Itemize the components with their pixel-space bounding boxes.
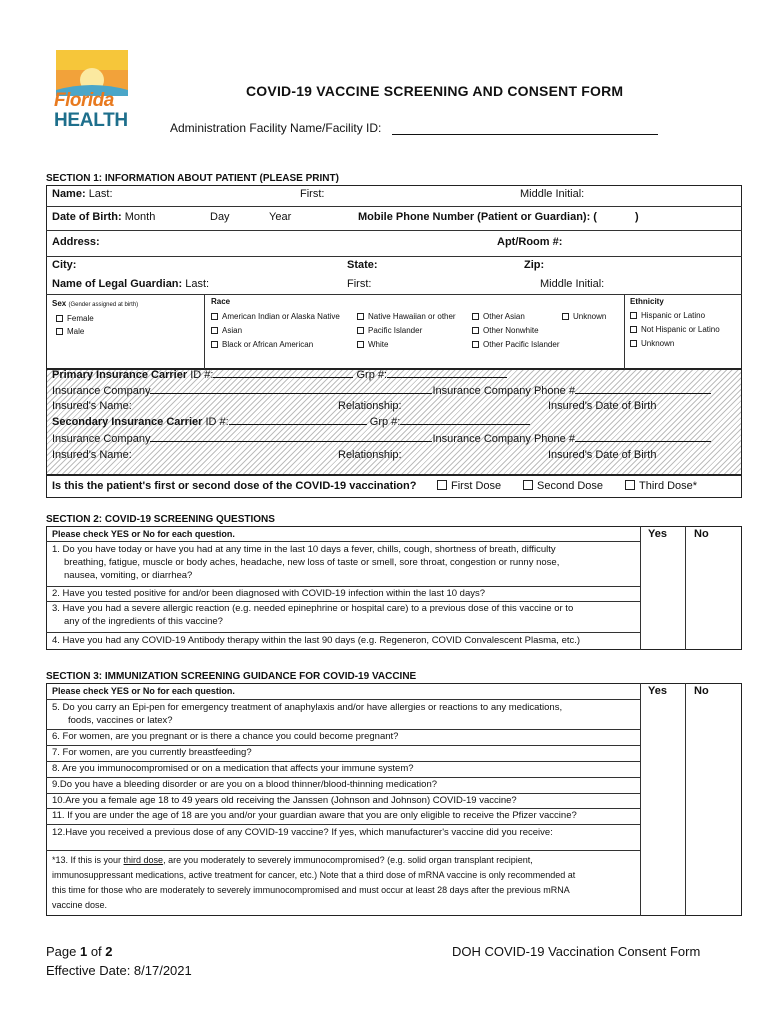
option-label: Other Asian <box>483 312 525 321</box>
company-label: Insurance Company <box>52 385 151 397</box>
checkbox[interactable] <box>472 327 479 334</box>
section2-heading: SECTION 2: COVID-19 SCREENING QUESTIONS <box>46 514 275 525</box>
dose-third-option[interactable] <box>625 480 697 492</box>
section2-instruction: Please check YES or No for each question. <box>52 529 235 539</box>
grp-label: Grp #: <box>369 416 401 428</box>
option-label: Unknown <box>641 339 675 348</box>
guardian-middle: Middle Initial: <box>540 278 605 290</box>
name-label: Name: <box>52 188 86 200</box>
checkbox[interactable] <box>357 327 364 334</box>
option-label: Other Pacific Islander <box>483 340 560 349</box>
question-7: 7. For women, are you currently breastfeeding? <box>52 747 252 758</box>
option-label: Native Hawaiian or other <box>368 312 456 321</box>
question-line: foods, vaccines or latex? <box>68 715 173 726</box>
dob-row[interactable] <box>52 211 155 223</box>
q13-rest: , are you moderately to severely immunocompromised? (e.g. solid organ transplant recipient, <box>163 855 533 865</box>
question-line: immunosuppressant medications, active treatment for cancer, etc.) Note that a third dose of mRNA vaccine is only recommended at <box>52 870 576 880</box>
zip-label[interactable]: Zip: <box>524 259 545 271</box>
ethnicity-option[interactable] <box>630 339 674 348</box>
ethnicity-option[interactable] <box>630 325 720 334</box>
yes-header: Yes <box>648 685 667 697</box>
primary-insured-name-label[interactable]: Insured's Name: <box>52 400 132 412</box>
option-label: White <box>368 340 389 349</box>
phone-input-line[interactable] <box>575 441 711 442</box>
phone-label[interactable]: Mobile Phone Number (Patient or Guardian): ( <box>358 211 597 223</box>
checkbox[interactable] <box>523 480 533 490</box>
checkbox[interactable] <box>211 327 218 334</box>
option-label: Asian <box>222 326 243 335</box>
question-line: nausea, vomiting, or diarrhea? <box>64 570 193 581</box>
logo-text-florida: Florida <box>54 90 114 111</box>
divider <box>46 294 742 295</box>
option-label: Hispanic or Latino <box>641 311 706 320</box>
id-input-line[interactable] <box>229 424 367 425</box>
sex-label: Sex <box>52 299 67 308</box>
grp-input-line[interactable] <box>400 424 530 425</box>
race-option[interactable] <box>357 326 422 335</box>
question-9: 9.Do you have a bleeding disorder or are you on a blood thinner/blood-thinning medication? <box>52 779 438 790</box>
question-2: 2. Have you tested positive for and/or been diagnosed with COVID-19 infection within the last 10 days? <box>52 588 486 599</box>
checkbox[interactable] <box>56 315 63 322</box>
company-input-line[interactable] <box>150 441 432 442</box>
checkbox[interactable] <box>630 326 637 333</box>
q13-prefix: *13. If this is your <box>52 855 124 865</box>
question-line: 3. Have you had a severe allergic reaction (e.g. needed epinephrine or hospital care) to a previous dose of this vaccine or to <box>52 603 574 614</box>
divider <box>46 699 640 700</box>
dose-second-option[interactable] <box>523 480 603 492</box>
question-line: 1. Do you have today or have you had at any time in the last 10 days a fever, chills, cough, shortness of breath, difficulty <box>52 544 556 555</box>
checkbox[interactable] <box>625 480 635 490</box>
checkbox[interactable] <box>472 313 479 320</box>
secondary-company-row[interactable] <box>52 433 711 445</box>
primary-company-row[interactable] <box>52 385 711 397</box>
form-name: DOH COVID-19 Vaccination Consent Form <box>452 944 701 959</box>
question-line: 5. Do you carry an Epi-pen for emergency treatment of anaphylaxis and/or have allergies or reactions to any medications, <box>52 702 563 713</box>
company-label: Insurance Company <box>52 433 151 445</box>
divider <box>46 850 640 851</box>
name-row[interactable] <box>52 188 113 200</box>
sex-male-option[interactable] <box>56 327 84 336</box>
page-prefix: Page <box>46 944 80 959</box>
checkbox[interactable] <box>211 313 218 320</box>
sex-female-option[interactable] <box>56 314 94 323</box>
question-line: any of the ingredients of this vaccine? <box>64 616 223 627</box>
facility-label: Administration Facility Name/Facility ID: <box>170 121 382 135</box>
page-current: 1 <box>79 944 88 959</box>
race-option[interactable] <box>357 340 388 349</box>
divider <box>46 824 640 825</box>
yes-header: Yes <box>648 528 667 540</box>
dob-month: Month <box>124 211 156 223</box>
checkbox[interactable] <box>630 312 637 319</box>
facility-input-line[interactable] <box>392 134 658 135</box>
grp-input-line[interactable] <box>387 377 507 378</box>
address-label[interactable]: Address: <box>52 236 100 248</box>
option-label: Other Nonwhite <box>483 326 539 335</box>
form-title: COVID-19 VACCINE SCREENING AND CONSENT FORM <box>246 83 624 99</box>
sex-note: (Gender assigned at birth) <box>68 302 139 308</box>
dob-day: Day <box>210 211 230 223</box>
secondary-insured-name-label[interactable]: Insured's Name: <box>52 449 132 461</box>
yes-answer-column[interactable] <box>641 541 685 650</box>
checkbox[interactable] <box>357 313 364 320</box>
secondary-insurance-row[interactable] <box>52 416 530 428</box>
page-of: of <box>87 944 106 959</box>
id-label: ID #: <box>190 369 214 381</box>
divider <box>46 632 640 633</box>
option-label: Not Hispanic or Latino <box>641 325 720 334</box>
guardian-label: Name of Legal Guardian: <box>52 278 183 290</box>
ethnicity-option[interactable] <box>630 311 705 320</box>
middle-label: Middle Initial: <box>520 188 585 200</box>
question-12: 12.Have you received a previous dose of any COVID-19 vaccine? If yes, which manufacturer's vaccine did you receive: <box>52 827 553 838</box>
question-1 <box>52 543 559 582</box>
question-line: vaccine dose. <box>52 900 108 910</box>
last-label: Last: <box>88 188 113 200</box>
state-label[interactable]: State: <box>347 259 378 271</box>
checkbox[interactable] <box>357 341 364 348</box>
option-label: Black or African American <box>222 340 314 349</box>
no-header: No <box>694 528 709 540</box>
primary-insurance-row[interactable] <box>52 369 507 381</box>
question-line: this time for those who are moderately to severely immunocompromised and must occur at least 28 days after the previous mRNA <box>52 885 570 895</box>
option-label: Female <box>67 314 94 323</box>
race-option[interactable] <box>211 340 313 349</box>
section3-heading: SECTION 3: IMMUNIZATION SCREENING GUIDANCE FOR COVID-19 VACCINE <box>46 671 417 682</box>
apt-label[interactable]: Apt/Room #: <box>497 236 563 248</box>
page-total: 2 <box>105 944 113 959</box>
question-10: 10.Are you a female age 18 to 49 years old receiving the Janssen (Johnson and Johnson) COVID-19 vaccine? <box>52 795 517 806</box>
secondary-relationship-label[interactable]: Relationship: <box>338 449 402 461</box>
checkbox[interactable] <box>437 480 447 490</box>
option-label: Male <box>67 327 85 336</box>
question-6: 6. For women, are you pregnant or is there a chance you could become pregnant? <box>52 731 399 742</box>
race-option[interactable] <box>211 326 242 335</box>
guardian-row[interactable] <box>52 278 209 290</box>
race-option[interactable] <box>472 326 539 335</box>
section3-instruction: Please check YES or No for each question. <box>52 686 235 696</box>
q13-underlined: third dose <box>123 855 164 865</box>
effective-date: Effective Date: 8/17/2021 <box>46 963 192 978</box>
divider <box>46 206 742 207</box>
no-answer-column[interactable] <box>686 541 741 650</box>
no-header: No <box>694 685 709 697</box>
company-input-line[interactable] <box>150 393 432 394</box>
race-label: Race <box>211 297 231 306</box>
phone-close: ) <box>635 211 639 223</box>
question-11: 11. If you are under the age of 18 are you and/or your guardian aware that you are only eligible to receive the Pfizer vaccine? <box>52 810 577 821</box>
race-option[interactable] <box>472 312 525 321</box>
race-option[interactable] <box>211 312 340 321</box>
primary-insurance-label: Primary Insurance Carrier <box>52 369 188 381</box>
divider <box>204 294 205 369</box>
divider <box>46 230 742 231</box>
dob-year: Year <box>269 211 292 223</box>
option-label: Third Dose* <box>639 480 698 492</box>
logo-text-health: HEALTH <box>54 110 128 131</box>
guardian-last: Last: <box>185 278 210 290</box>
race-option-unknown[interactable] <box>562 312 606 321</box>
id-label: ID #: <box>205 416 229 428</box>
option-label: American Indian or Alaska Native <box>222 312 340 321</box>
option-label: Unknown <box>573 312 607 321</box>
first-label: First: <box>300 188 325 200</box>
page-number <box>46 944 113 959</box>
question-8: 8. Are you immunocompromised or on a medication that affects your immune system? <box>52 763 414 774</box>
option-label: First Dose <box>451 480 502 492</box>
city-label[interactable]: City: <box>52 259 77 271</box>
question-3 <box>52 602 573 628</box>
divider <box>624 294 625 369</box>
dose-question: Is this the patient's first or second dose of the COVID-19 vaccination? <box>52 480 417 492</box>
primary-relationship-label[interactable]: Relationship: <box>338 400 402 412</box>
dose-first-option[interactable] <box>437 480 501 492</box>
option-label: Pacific Islander <box>368 326 423 335</box>
checkbox[interactable] <box>562 313 569 320</box>
divider <box>46 256 742 257</box>
option-label: Second Dose <box>537 480 604 492</box>
checkbox[interactable] <box>211 341 218 348</box>
question-13 <box>52 853 636 913</box>
guardian-first: First: <box>347 278 372 290</box>
grp-label: Grp #: <box>356 369 388 381</box>
florida-health-logo <box>52 50 130 132</box>
secondary-insured-dob-label[interactable]: Insured's Date of Birth <box>548 449 657 461</box>
no-answer-column[interactable] <box>686 699 741 916</box>
secondary-insurance-label: Secondary Insurance Carrier <box>52 416 203 428</box>
section1-heading: SECTION 1: INFORMATION ABOUT PATIENT (PLEASE PRINT) <box>46 173 339 184</box>
phone-input-line[interactable] <box>575 393 711 394</box>
primary-insured-dob-label[interactable]: Insured's Date of Birth <box>548 400 657 412</box>
ethnicity-label: Ethnicity <box>630 297 664 306</box>
question-4: 4. Have you had any COVID-19 Antibody therapy within the last 90 days (e.g. Regeneron, COVID Convalescent Plasma, etc.) <box>52 635 581 646</box>
company-phone-label: Insurance Company Phone # <box>432 385 575 397</box>
race-option[interactable] <box>472 340 559 349</box>
company-phone-label: Insurance Company Phone # <box>432 433 575 445</box>
checkbox[interactable] <box>472 341 479 348</box>
id-input-line[interactable] <box>213 377 353 378</box>
question-5 <box>52 701 562 727</box>
question-line <box>52 853 636 868</box>
dob-label: Date of Birth: <box>52 211 122 223</box>
yes-answer-column[interactable] <box>641 699 685 916</box>
checkbox[interactable] <box>630 340 637 347</box>
question-line: breathing, fatigue, muscle or body aches, headache, new loss of taste or smell, sore throat, congestion or runny nose, <box>64 557 560 568</box>
divider <box>46 541 640 542</box>
race-option[interactable] <box>357 312 456 321</box>
checkbox[interactable] <box>56 328 63 335</box>
sex-heading <box>52 299 138 308</box>
